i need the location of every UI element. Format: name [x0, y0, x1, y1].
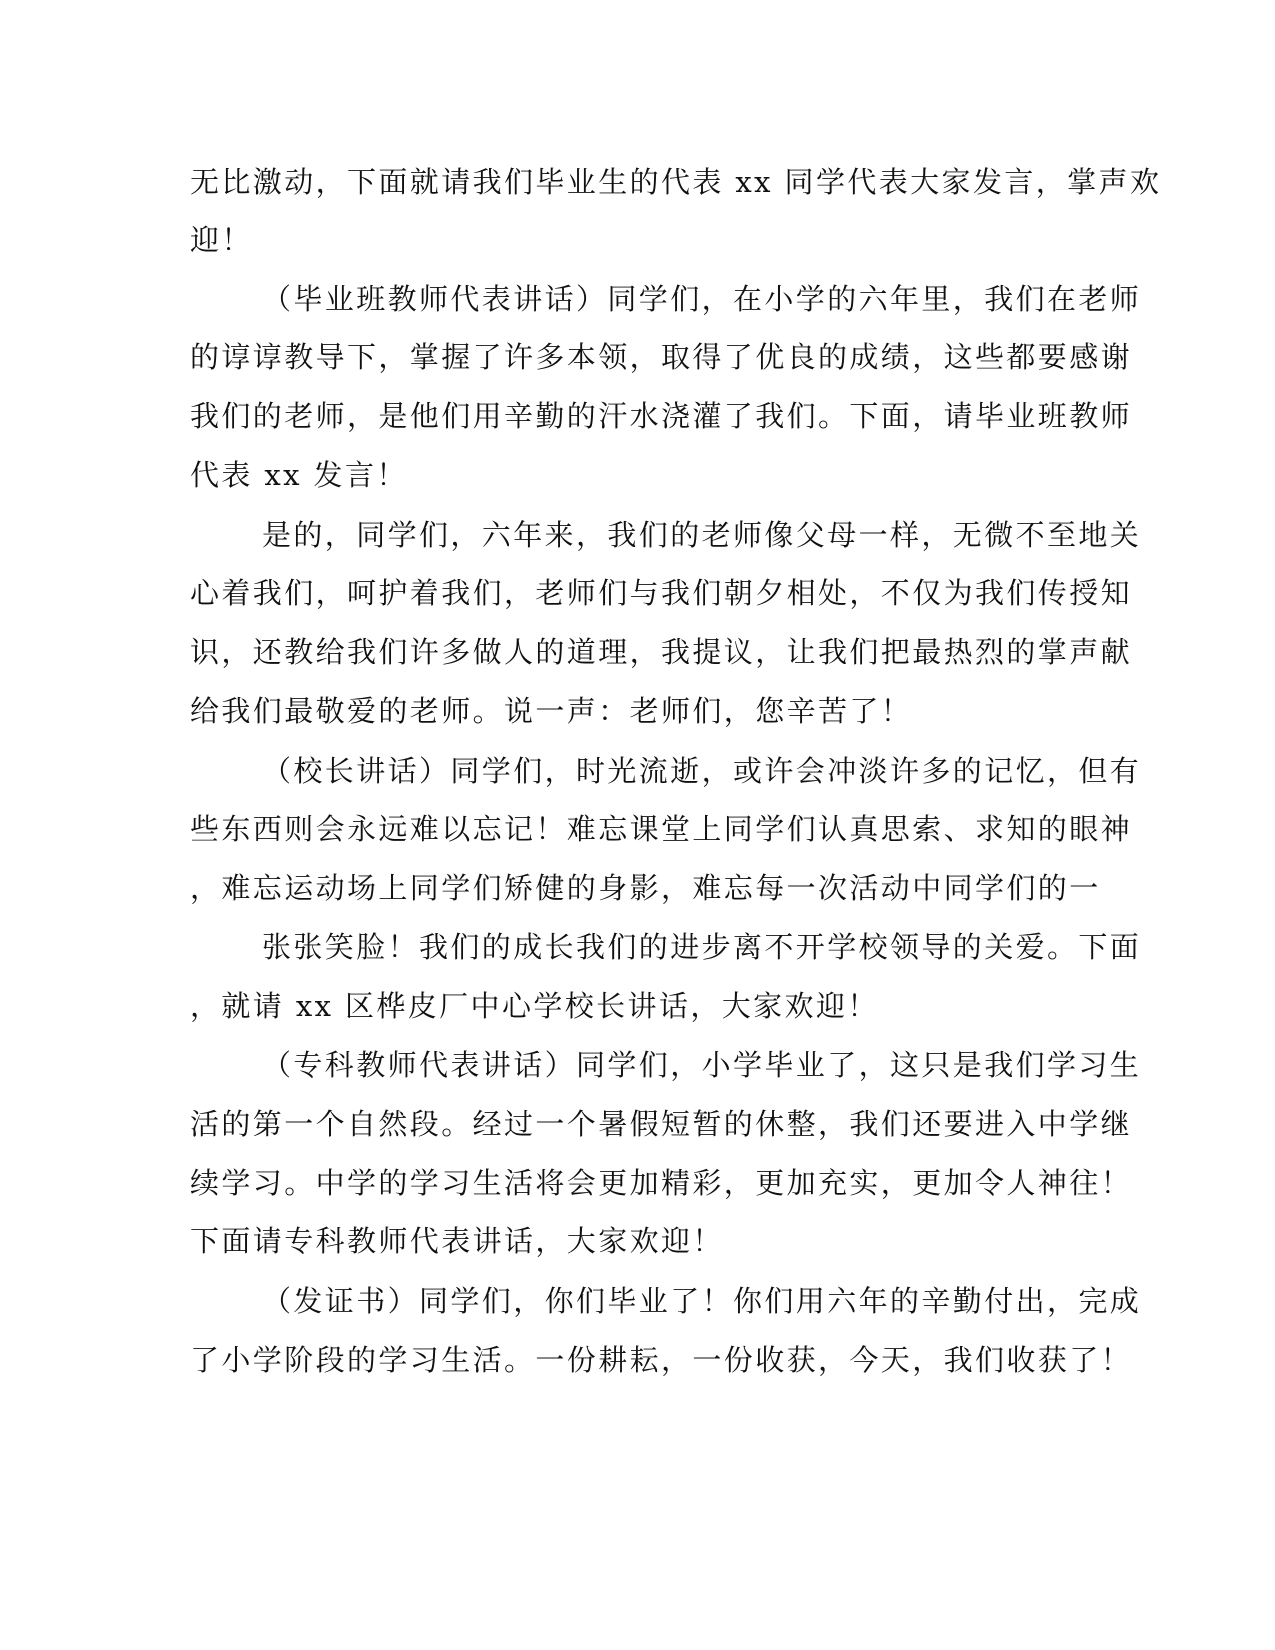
text-line: ，就请 xx 区桦皮厂中心学校长讲话，大家欢迎！ — [190, 989, 879, 1023]
text-line: 心着我们，呵护着我们，老师们与我们朝夕相处，不仅为我们传授知 — [190, 576, 1133, 610]
paragraph-start-line: 张张笑脸！我们的成长我们的进步离不开学校领导的关爱。下面 — [262, 930, 1142, 964]
paragraph-start-line: （发证书）同学们，你们毕业了！你们用六年的辛勤付出，完成 — [262, 1284, 1142, 1318]
text-line: 续学习。中学的学习生活将会更加精彩，更加充实，更加令人神往！ — [190, 1166, 1133, 1200]
paragraph-start-line: 是的，同学们，六年来，我们的老师像父母一样，无微不至地关 — [262, 518, 1142, 552]
paragraph-start-line: （校长讲话）同学们，时光流逝，或许会冲淡许多的记忆，但有 — [262, 754, 1142, 788]
text-line: 下面请专科教师代表讲话，大家欢迎！ — [190, 1224, 724, 1258]
text-line: 的谆谆教导下，掌握了许多本领，取得了优良的成绩，这些都要感谢 — [190, 340, 1133, 374]
text-line: 给我们最敬爱的老师。说一声：老师们，您辛苦了！ — [190, 694, 913, 728]
text-line: 代表 xx 发言！ — [190, 458, 408, 492]
text-line: 我们的老师，是他们用辛勤的汗水浇灌了我们。下面，请毕业班教师 — [190, 399, 1133, 433]
text-line: 识，还教给我们许多做人的道理，我提议，让我们把最热烈的掌声献 — [190, 635, 1133, 669]
paragraph-start-line: （毕业班教师代表讲话）同学们，在小学的六年里，我们在老师 — [262, 282, 1142, 316]
text-line: ，难忘运动场上同学们矫健的身影，难忘每一次活动中同学们的一 — [190, 871, 1101, 905]
text-line: 无比激动，下面就请我们毕业生的代表 xx 同学代表大家发言，掌声欢 — [190, 165, 1162, 199]
text-line: 了小学阶段的学习生活。一份耕耘，一份收获，今天，我们收获了！ — [190, 1343, 1133, 1377]
text-line: 迎！ — [190, 223, 253, 257]
paragraph-start-line: （专科教师代表讲话）同学们，小学毕业了，这只是我们学习生 — [262, 1048, 1142, 1082]
text-line: 活的第一个自然段。经过一个暑假短暂的休整，我们还要进入中学继 — [190, 1107, 1133, 1141]
text-line: 些东西则会永远难以忘记！难忘课堂上同学们认真思索、求知的眼神 — [190, 812, 1133, 846]
